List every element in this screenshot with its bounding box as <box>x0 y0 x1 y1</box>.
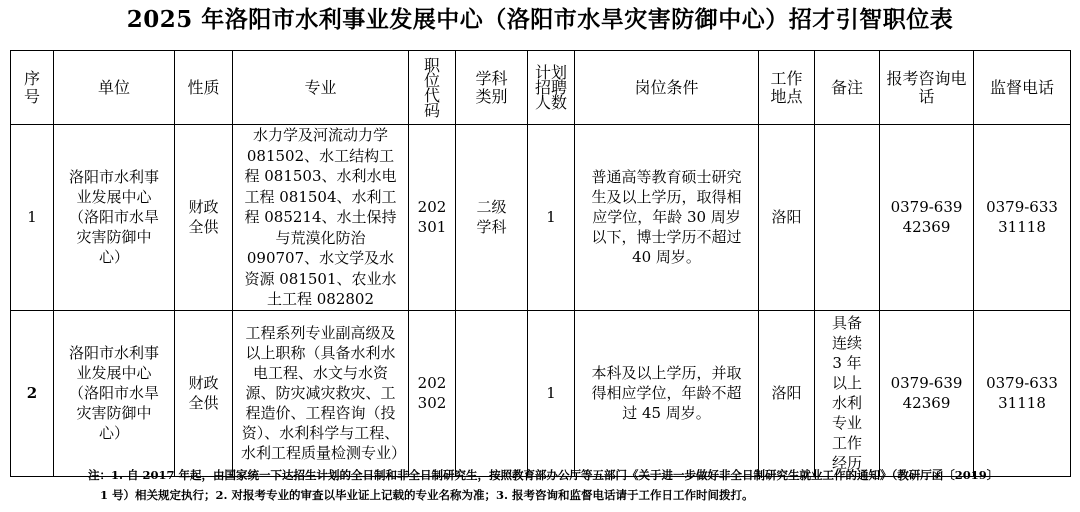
header-remark: 备注 <box>815 51 880 125</box>
footnote-line: 1 号）相关规定执行；2. 对报考专业的审查以毕业证上记载的专业名称为准；3. 报考咨询和监督电话请于工作日工作时间拨打。 <box>100 488 754 502</box>
cell-location: 洛阳 <box>759 310 815 476</box>
header-supervise-phone: 监督电话 <box>974 51 1071 125</box>
header-location: 工作地点 <box>759 51 815 125</box>
positions-table <box>10 50 1071 477</box>
cell-unit: 洛阳市水利事业发展中心（洛阳市水旱灾害防御中心） <box>54 310 175 476</box>
page-title: 2025 年洛阳市水利事业发展中心（洛阳市水旱灾害防御中心）招才引智职位表 <box>126 6 954 33</box>
cell-nature: 财政全供 <box>175 310 233 476</box>
header-unit: 单位 <box>54 51 175 125</box>
cell-remark: 具备连续 3 年以上水利专业工作经历 <box>815 310 880 476</box>
cell-major: 工程系列专业副高级及以上职称（具备水利水电工程、水文与水资源、防灾减灾救灾、工程造价、工程咨询（投资）、水利科学与工程、水利工程质量检测专业） <box>233 310 409 476</box>
cell-count: 1 <box>528 125 575 311</box>
cell-seq: 1 <box>11 125 54 311</box>
cell-supervise-phone: 0379-63331118 <box>974 125 1071 311</box>
footnote-line: 注：1. 自 2017 年起，由国家统一下达招生计划的全日制和非全日制研究生，按照教育部办公厅等五部门《关于进一步做好非全日制研究生就业工作的通知》（教研厅函〔2019〕 <box>88 468 999 482</box>
header-code: 职位代码 <box>409 51 456 125</box>
header-conditions: 岗位条件 <box>575 51 759 125</box>
header-count: 计划招聘人数 <box>528 51 575 125</box>
cell-seq: 2 <box>11 310 54 476</box>
header-nature: 性质 <box>175 51 233 125</box>
cell-category: 二级学科 <box>456 125 528 311</box>
table-header-row <box>11 51 1071 125</box>
header-category: 学科类别 <box>456 51 528 125</box>
cell-count: 1 <box>528 310 575 476</box>
header-major: 专业 <box>233 51 409 125</box>
cell-code: 202301 <box>409 125 456 311</box>
cell-nature: 财政全供 <box>175 125 233 311</box>
table-row <box>11 125 1071 311</box>
cell-remark <box>815 125 880 311</box>
cell-consult-phone: 0379-63942369 <box>880 310 974 476</box>
header-seq: 序号 <box>11 51 54 125</box>
cell-conditions: 普通高等教育硕士研究生及以上学历，取得相应学位，年龄 30 周岁以下，博士学历不超过 40 周岁。 <box>575 125 759 311</box>
cell-major: 水力学及河流动力学 081502、水工结构工程 081503、水利水电工程 081504、水利工程 085214、水土保持与荒漠化防治 090707、水文学及水资源 081501、农业水土工程 082802 <box>233 125 409 311</box>
cell-consult-phone: 0379-63942369 <box>880 125 974 311</box>
cell-supervise-phone: 0379-63331118 <box>974 310 1071 476</box>
cell-unit: 洛阳市水利事业发展中心（洛阳市水旱灾害防御中心） <box>54 125 175 311</box>
cell-location: 洛阳 <box>759 125 815 311</box>
table-row <box>11 310 1071 476</box>
cell-conditions: 本科及以上学历，并取得相应学位，年龄不超过 45 周岁。 <box>575 310 759 476</box>
cell-category <box>456 310 528 476</box>
cell-code: 202302 <box>409 310 456 476</box>
header-consult-phone: 报考咨询电话 <box>880 51 974 125</box>
footnotes <box>88 465 1008 505</box>
